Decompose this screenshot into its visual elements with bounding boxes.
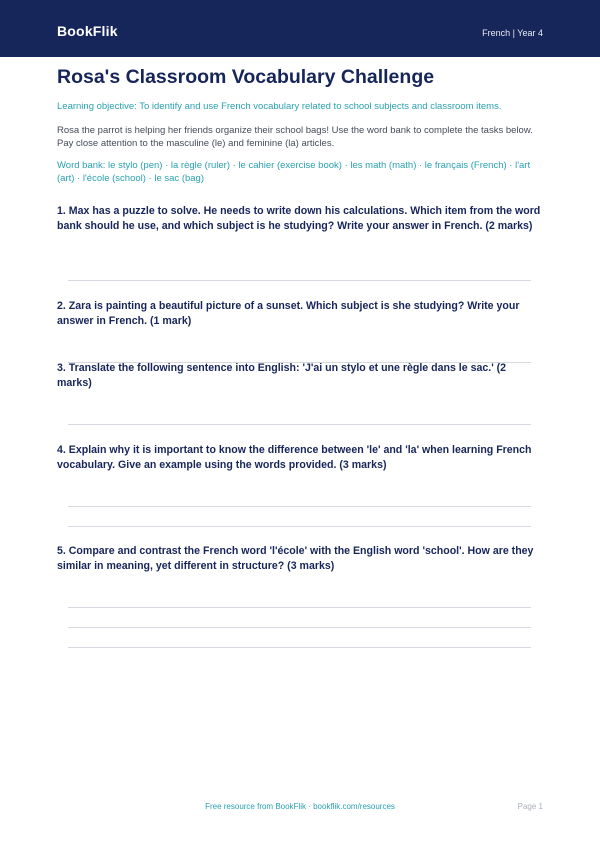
answer-line[interactable] [68,280,531,281]
word-bank: Word bank: le stylo (pen) · la règle (ruler) · le cahier (exercise book) · les math (math) · le français (French) · l'art (art) · l'école (school) · le sac (bag) [57,160,531,184]
question-5: 5. Compare and contrast the French word 'l'école' with the English word 'school'. How are they similar in meaning, yet different in structure? (3 marks) [57,545,534,572]
answer-line[interactable] [68,647,531,648]
question-2: 2. Zara is painting a beautiful picture of a sunset. Which subject is she studying? Write your answer in French. (1 mark) [57,300,520,327]
header-bar [0,0,600,57]
brand-logo: BookFlik [57,23,118,39]
answer-line[interactable] [68,627,531,628]
subject-year-label: French | Year 4 [482,28,543,38]
answer-line[interactable] [68,424,531,425]
worksheet-title: Rosa's Classroom Vocabulary Challenge [57,66,435,88]
answer-line[interactable] [68,607,531,608]
question-1: 1. Max has a puzzle to solve. He needs to write down his calculations. Which item from the word bank should he use, and which subject is he studying? Write your answer in French. (2 marks) [57,205,541,232]
learning-objective: Learning objective: To identify and use French vocabulary related to school subjects and classroom items. [57,101,502,112]
page-number: Page 1 [517,802,543,811]
answer-line[interactable] [68,526,531,527]
answer-line[interactable] [68,506,531,507]
question-4: 4. Explain why it is important to know the difference between 'le' and 'la' when learning French vocabulary. Give an example using the words provided. (3 marks) [57,444,532,471]
footer-credit[interactable]: Free resource from BookFlik · bookflik.com/resources [205,802,395,811]
question-3: 3. Translate the following sentence into English: 'J'ai un stylo et une règle dans le sac.' (2 marks) [57,362,507,389]
intro-text: Rosa the parrot is helping her friends organize their school bags! Use the word bank to complete the tasks below. Pay close attention to the masculine (le) and feminine (la) articles. [57,125,533,149]
